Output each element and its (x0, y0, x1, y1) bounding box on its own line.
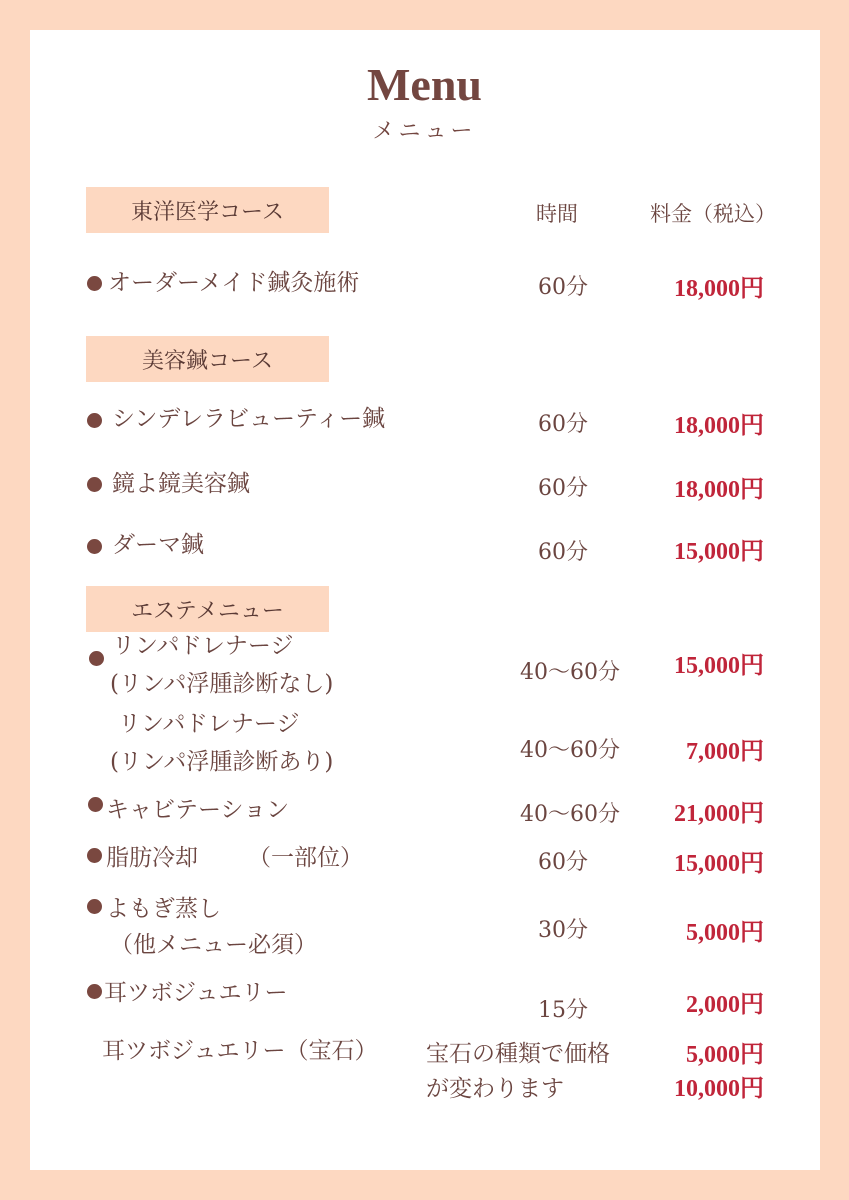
menu-item-price: 2,000円 (686, 992, 764, 1018)
menu-item-time: 60分 (538, 540, 588, 565)
section-cosmetic-acupuncture (86, 336, 329, 382)
menu-item-price: 15,000円 (674, 851, 764, 877)
menu-item-name: ダーマ鍼 (112, 532, 204, 558)
section-esthetic-menu (86, 586, 329, 632)
menu-item-time: 60分 (538, 412, 588, 437)
menu-item-time: 60分 (538, 476, 588, 501)
menu-item-name: 鏡よ鏡美容鍼 (112, 471, 250, 497)
bullet-dot (87, 477, 102, 492)
menu-item-time: 60分 (538, 275, 588, 300)
bullet-dot (87, 899, 102, 914)
bullet-dot (87, 276, 102, 291)
menu-item-name: キャビテーション (106, 797, 290, 823)
menu-item-subtitle: (リンパ浮腫診断あり) (110, 749, 334, 775)
menu-item-name: オーダーメイド鍼灸施術 (108, 270, 360, 296)
menu-item-name: シンデレラビューティー鍼 (112, 406, 386, 432)
menu-item-time: 30分 (538, 918, 588, 943)
menu-item-price: 5,000円 (686, 1042, 764, 1068)
menu-item-time-note: が変わります (426, 1076, 564, 1102)
bullet-dot (87, 413, 102, 428)
page-title: Menu (367, 59, 482, 110)
menu-item-name: 耳ツボジュエリー (104, 980, 288, 1006)
section-label: エステメニュー (131, 598, 284, 624)
menu-item-name: リンパドレナージ (118, 711, 300, 737)
menu-item-name: リンパドレナージ (112, 633, 294, 659)
menu-item-time: 40〜60分 (520, 738, 620, 763)
menu-item-subtitle: （他メニュー必須） (110, 932, 317, 958)
bullet-dot (87, 539, 102, 554)
section-label: 美容鍼コース (142, 348, 273, 374)
menu-item-price: 5,000円 (686, 920, 764, 946)
menu-item-note: （一部位） (248, 845, 363, 871)
column-header-time: 時間 (536, 202, 578, 226)
menu-item-price: 15,000円 (674, 653, 764, 679)
menu-item-name: 脂肪冷却 (106, 845, 198, 871)
bullet-dot (87, 848, 102, 863)
menu-item-time: 40〜60分 (520, 802, 620, 827)
menu-item-price: 7,000円 (686, 739, 764, 765)
bullet-dot (88, 797, 103, 812)
menu-item-price: 18,000円 (674, 413, 764, 439)
menu-item-price: 21,000円 (674, 801, 764, 827)
menu-item-subtitle: (リンパ浮腫診断なし) (110, 671, 334, 697)
bullet-dot (87, 984, 102, 999)
menu-item-time-note: 宝石の種類で価格 (426, 1041, 610, 1067)
menu-item-name: よもぎ蒸し (106, 896, 221, 922)
menu-item-price-alt: 10,000円 (674, 1076, 764, 1102)
menu-item-time: 15分 (538, 998, 588, 1023)
section-label: 東洋医学コース (131, 199, 284, 225)
menu-item-price: 18,000円 (674, 276, 764, 302)
menu-item-name: 耳ツボジュエリー（宝石） (102, 1038, 378, 1064)
menu-item-price: 15,000円 (674, 539, 764, 565)
section-oriental-medicine (86, 187, 329, 233)
menu-item-price: 18,000円 (674, 477, 764, 503)
menu-item-time: 40〜60分 (520, 660, 620, 685)
page-subtitle: メニュー (372, 119, 477, 144)
menu-item-time: 60分 (538, 850, 588, 875)
column-header-price: 料金（税込） (650, 202, 776, 226)
bullet-dot (89, 651, 104, 666)
